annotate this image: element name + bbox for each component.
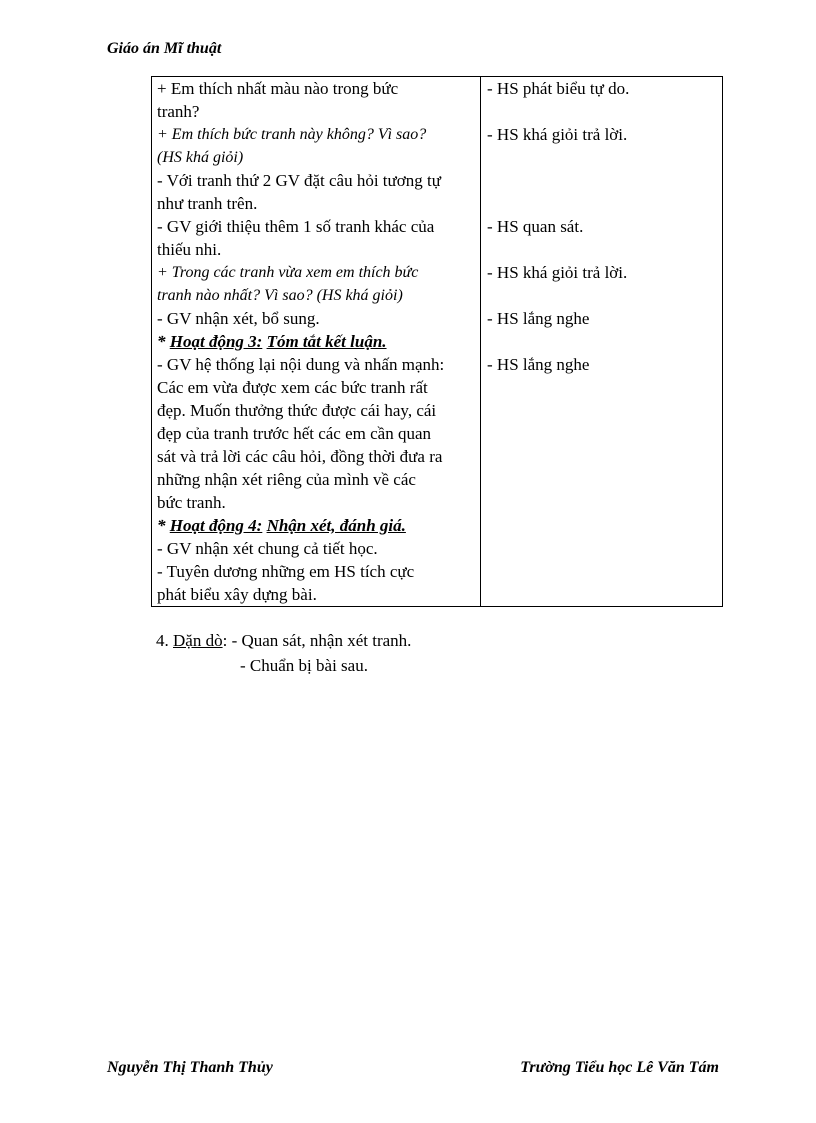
- reminder-number: 4.: [156, 631, 173, 650]
- teacher-text-line: + Em thích nhất màu nào trong bức: [157, 79, 399, 98]
- student-blank-line: [481, 284, 722, 307]
- teacher-text-line: - GV hệ thống lại nội dung và nhấn mạnh:: [157, 355, 445, 374]
- reminder-line-2: [156, 653, 411, 678]
- teacher-text-line: thiếu nhi.: [157, 240, 222, 259]
- student-blank-line: [481, 100, 722, 123]
- teacher-text-line: tranh nào nhất? Vì sao? (HS khá giỏi): [157, 287, 403, 304]
- teacher-text-line: - Tuyên dương những em HS tích cực: [157, 562, 415, 581]
- student-blank-line: [481, 238, 722, 261]
- activity-heading: [157, 514, 475, 537]
- student-text-line: - HS phát biểu tự do.: [487, 79, 630, 98]
- page-header-title: Giáo án Mĩ thuật: [107, 40, 222, 57]
- homework-reminder: [156, 628, 411, 678]
- student-activities-cell: [481, 77, 723, 607]
- teacher-text-line: đẹp của tranh trước hết các em cần quan: [157, 424, 432, 443]
- teacher-text-line: + Em thích bức tranh này không? Vì sao?: [157, 126, 427, 143]
- reminder-colon: :: [222, 631, 232, 650]
- teacher-text-line: bức tranh.: [157, 493, 226, 512]
- student-text-line: - HS lắng nghe: [487, 309, 590, 328]
- student-blank-line: [481, 330, 722, 353]
- teacher-text-line: (HS khá giỏi): [157, 149, 244, 166]
- student-text-line: - HS khá giỏi trả lời.: [487, 125, 628, 144]
- teacher-text-line: - GV nhận xét, bổ sung.: [157, 309, 320, 328]
- reminder-item: - Chuẩn bị bài sau.: [240, 656, 368, 675]
- footer-school: Trường Tiểu học Lê Văn Tám: [520, 1059, 719, 1076]
- student-blank-line: [481, 169, 722, 192]
- footer-author: Nguyễn Thị Thanh Thủy: [107, 1059, 273, 1076]
- teacher-text-line: - GV giới thiệu thêm 1 số tranh khác của: [157, 217, 435, 236]
- student-text-line: - HS quan sát.: [487, 217, 584, 236]
- student-blank-line: [481, 192, 722, 215]
- heading-label: Hoạt động 4:: [169, 516, 263, 535]
- teacher-text-line: phát biểu xây dựng bài.: [157, 585, 317, 604]
- reminder-item: - Quan sát, nhận xét tranh.: [231, 631, 412, 650]
- teacher-text-line: tranh?: [157, 102, 200, 121]
- heading-star: *: [157, 332, 170, 351]
- teacher-text-line: như tranh trên.: [157, 194, 258, 213]
- activity-heading: [157, 330, 475, 353]
- teacher-text-line: Các em vừa được xem các bức tranh rất: [157, 378, 428, 397]
- heading-label: Hoạt động 3:: [169, 332, 263, 351]
- lesson-activity-table: [151, 76, 723, 607]
- reminder-line-1: [156, 628, 411, 653]
- teacher-text-line: đẹp. Muốn thưởng thức được cái hay, cái: [157, 401, 437, 420]
- teacher-text-line: sát và trả lời các câu hỏi, đồng thời đưa ra: [157, 447, 443, 466]
- teacher-text-line: - GV nhận xét chung cả tiết học.: [157, 539, 378, 558]
- teacher-text-line: những nhận xét riêng của mình về các: [157, 470, 416, 489]
- heading-star: *: [157, 516, 170, 535]
- student-text-line: - HS khá giỏi trả lời.: [487, 263, 628, 282]
- student-blank-line: [481, 146, 722, 169]
- teacher-text-line: + Trong các tranh vừa xem em thích bức: [157, 264, 419, 281]
- student-text-line: - HS lắng nghe: [487, 355, 590, 374]
- teacher-text-line: - Với tranh thứ 2 GV đặt câu hỏi tương tự: [157, 171, 441, 190]
- teacher-activities-cell: [152, 77, 481, 607]
- heading-title: Tóm tắt kết luận.: [266, 332, 387, 351]
- heading-title: Nhận xét, đánh giá.: [266, 516, 406, 535]
- table-row: [152, 77, 723, 607]
- reminder-label: Dặn dò: [173, 631, 223, 650]
